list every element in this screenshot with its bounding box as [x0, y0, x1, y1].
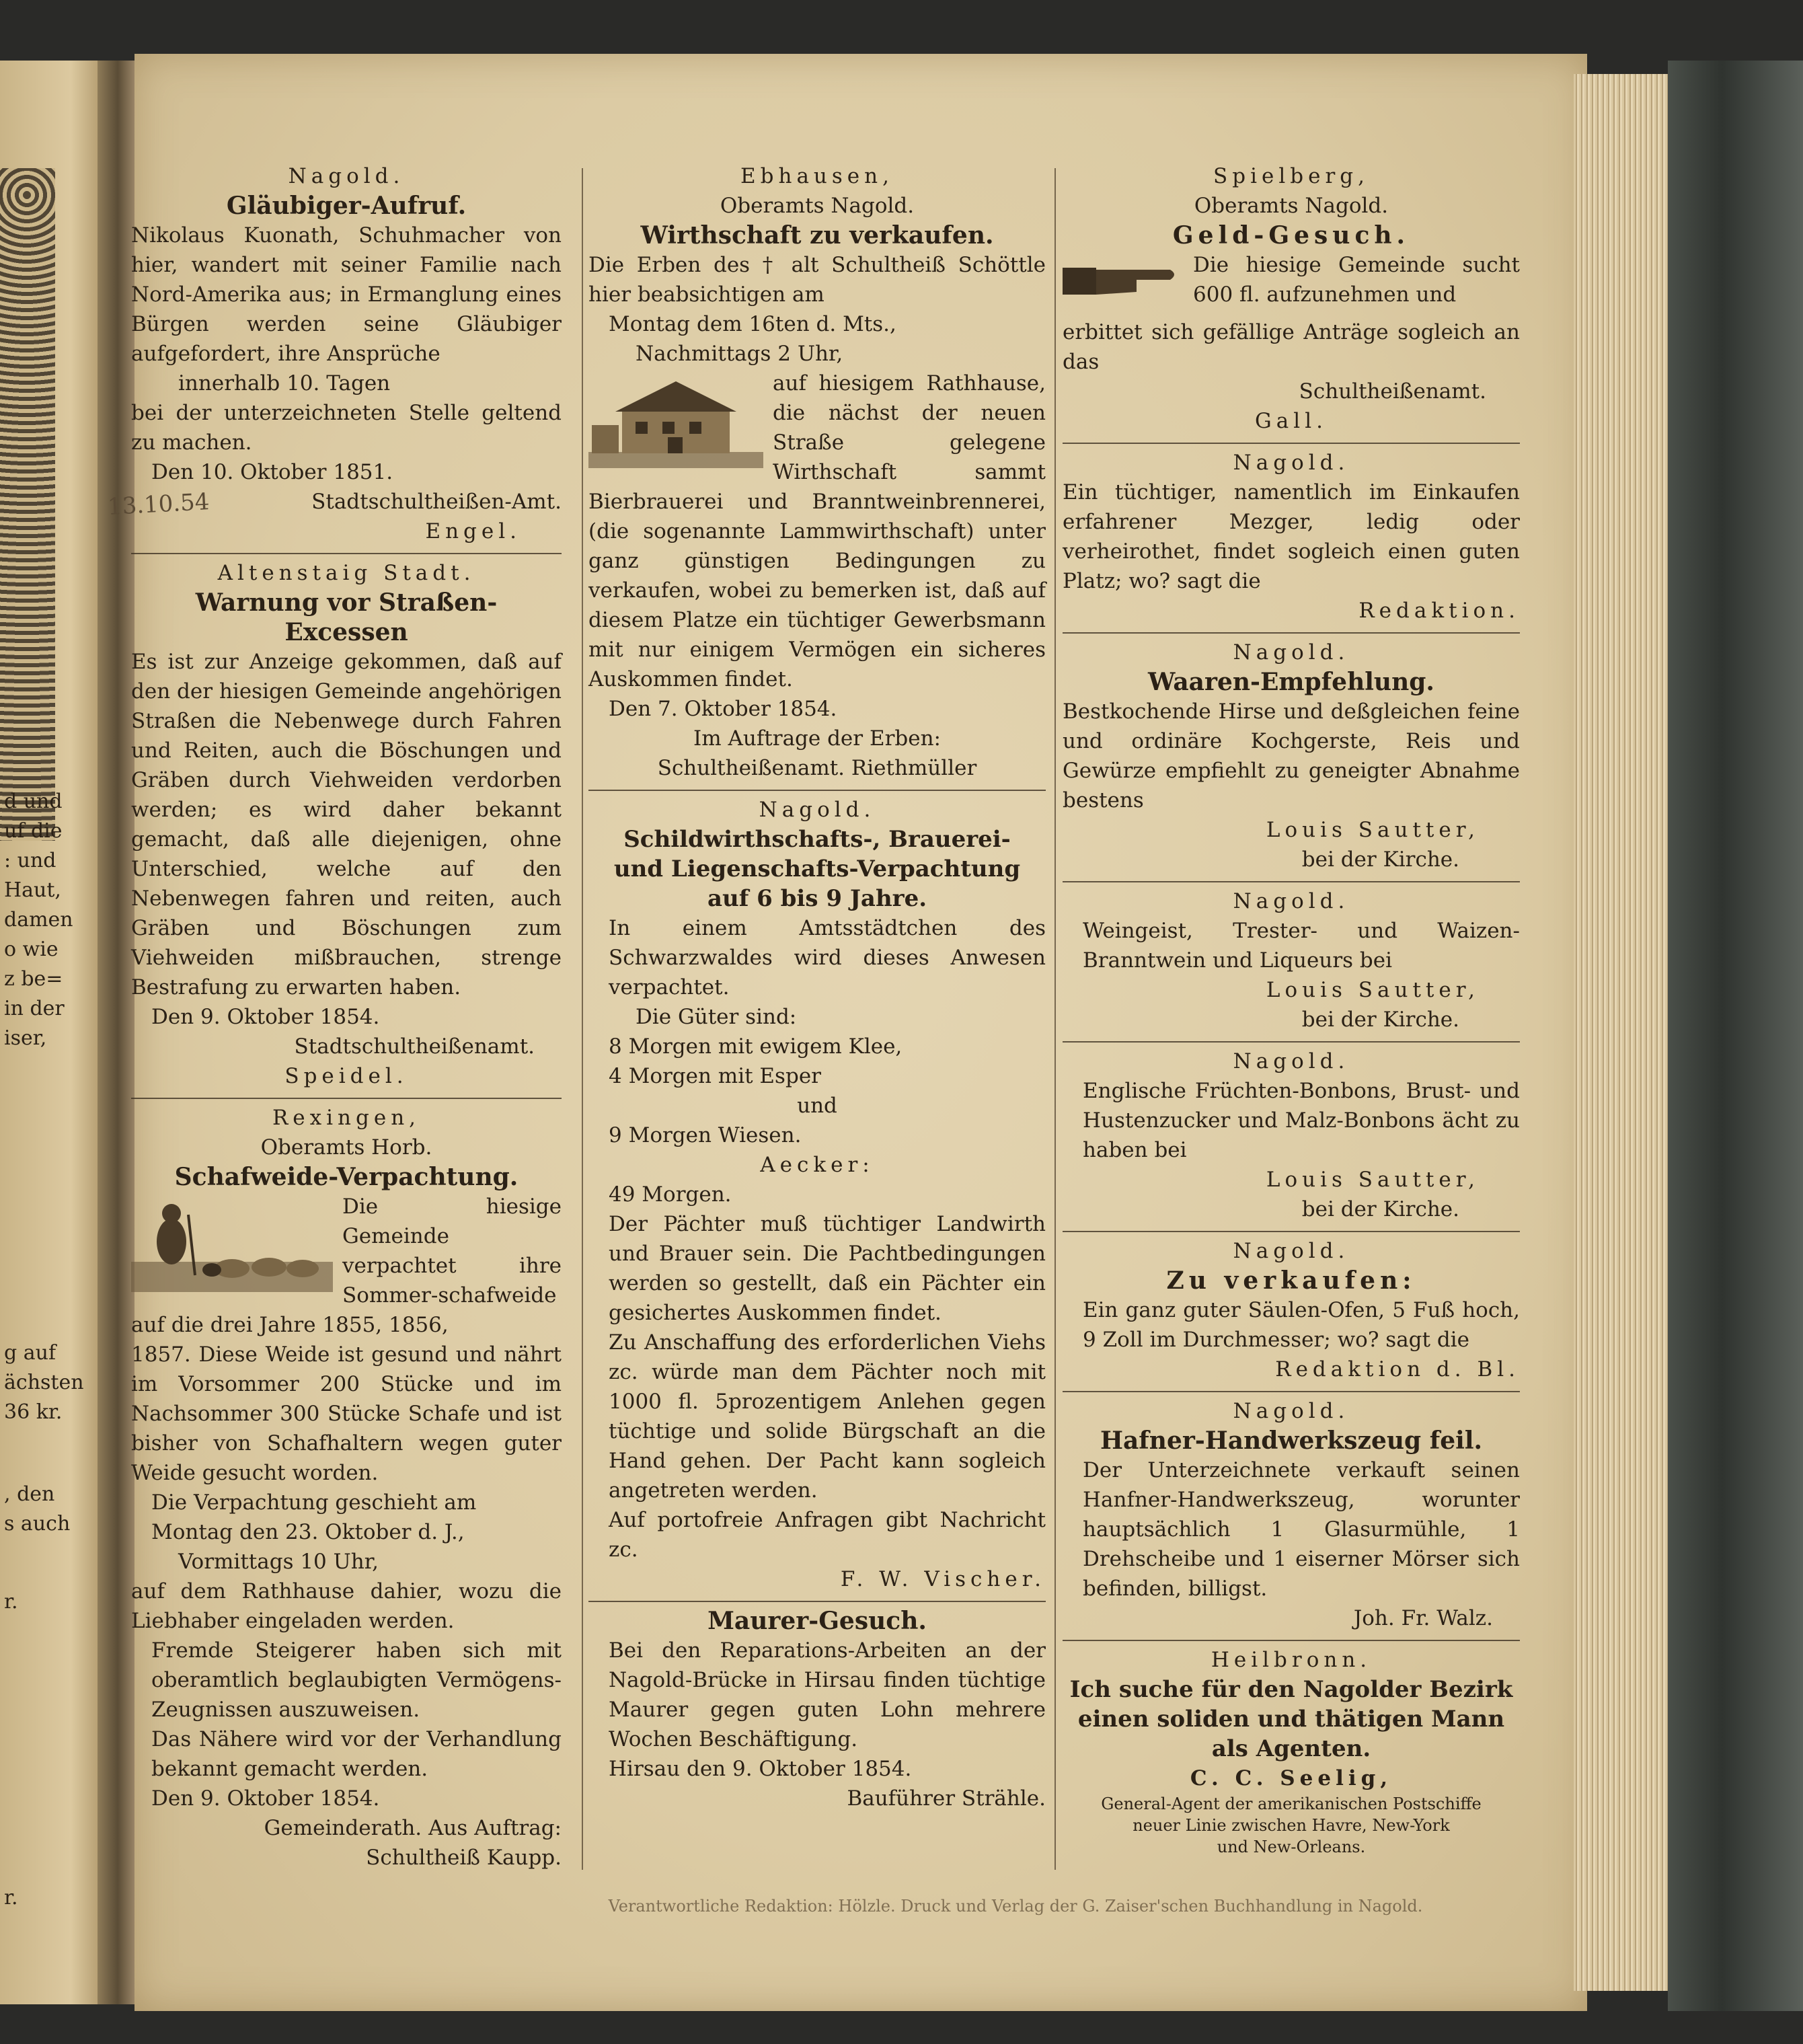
- imprint-footer: Verantwortliche Redaktion: Hölzle. Druck und Verlag der G. Zaiser'schen Buchhandlung in Nagold.: [608, 1897, 1423, 1916]
- left-fragment-1: uf die: [4, 819, 63, 843]
- left-fragment-15: r.: [4, 1886, 18, 1909]
- shepherd-woodcut-image: [131, 1195, 333, 1303]
- ad-body: Nikolaus Kuonath, Schuhmacher von hier, wandert mit seiner Familie nach Nord-Amerika aus; in Ermanglung eines Bürgen werden seine Gläubiger aufgefordert, ihre Ansprüche: [131, 223, 562, 366]
- ad-title: Schildwirthschafts-, Brauerei-: [623, 826, 1011, 853]
- ad-body: Bei den Reparations-Arbeiten an der Nagold-Brücke in Hirsau finden tüchtige Maurer gegen guten Lohn mehrere Wochen Beschäftigung.: [609, 1638, 1046, 1751]
- ad-signature: Bauführer Strähle.: [847, 1786, 1046, 1811]
- divider: [588, 1601, 1046, 1602]
- ad-role: neuer Linie zwischen Havre, New-York: [1133, 1816, 1450, 1835]
- ad-signature: Im Auftrage der Erben:: [693, 726, 942, 751]
- ad-place: Nagold.: [1233, 1239, 1350, 1263]
- ad-body: Die hiesige Gemeinde verpachtet ihre Sommer-schafweide auf die drei Jahre 1855, 1856,: [131, 1195, 562, 1337]
- ad-place: Heilbronn.: [1211, 1648, 1372, 1672]
- column-rule-2: [1054, 168, 1056, 1870]
- left-fragment-2: : und: [4, 849, 56, 872]
- divider: [131, 1098, 562, 1099]
- divider: [588, 790, 1046, 791]
- left-fragment-4: damen: [4, 908, 73, 932]
- left-fragment-11: 36 kr.: [4, 1400, 63, 1424]
- ad-body: 1857. Diese Weide ist gesund und nährt im Vorsommer 200 Stücke und im Nachsommer 300 Stücke Schafe und ist bisher von Schafhaltern wegen guter Weide gesucht worden.: [131, 1342, 562, 1485]
- ad-title: Waaren-Empfehlung.: [1148, 668, 1434, 696]
- column-middle: [588, 161, 1046, 1843]
- ad-line: und: [797, 1094, 837, 1118]
- ad-body: Der Unterzeichnete verkauft seinen Hanfner-Handwerkszeug, worunter hauptsächlich 1 Glasurmühle, 1 Drehscheibe und 1 eiserner Mörser sich befinden, billigst.: [1083, 1458, 1520, 1601]
- ad-place: Nagold.: [1233, 889, 1350, 913]
- ad-signature: F. W. Vischer.: [840, 1567, 1046, 1591]
- divider: [1063, 881, 1520, 882]
- ad-signature: Gall.: [1255, 409, 1328, 433]
- divider: [131, 553, 562, 554]
- ad-title: Ich suche für den Nagolder Bezirk einen soliden und thätigen Mann als Agenten.: [1069, 1676, 1513, 1762]
- ad-signature: Redaktion d. Bl.: [1275, 1357, 1520, 1381]
- ad-office: Schultheißenamt.: [1299, 379, 1486, 404]
- ad-date: Den 7. Oktober 1854.: [609, 697, 837, 721]
- ad-title: Wirthschaft zu verkaufen.: [640, 221, 994, 250]
- ad-place: Ebhausen,: [740, 164, 894, 188]
- ad-subtitle: Oberamts Nagold.: [720, 194, 915, 218]
- ad-place: Nagold.: [288, 164, 405, 188]
- ad-line: 4 Morgen mit Esper: [609, 1064, 821, 1088]
- ad-line: 8 Morgen mit ewigem Klee,: [609, 1034, 903, 1059]
- ad-signature: Louis Sautter,: [1266, 1168, 1480, 1192]
- ad-place: Nagold.: [1233, 1399, 1350, 1423]
- ad-line: Montag dem 16ten d. Mts.,: [609, 312, 896, 336]
- ad-body: erbittet sich gefällige Anträge sogleich an das: [1063, 320, 1520, 374]
- left-fragment-9: g auf: [4, 1341, 56, 1365]
- divider: [1063, 632, 1520, 634]
- house-woodcut-image: [588, 371, 763, 480]
- ad-title: Maurer-Gesuch.: [707, 1607, 927, 1635]
- ad-role: General-Agent der amerikanischen Postschiffe: [1101, 1794, 1482, 1813]
- left-fragment-3: Haut,: [4, 878, 61, 902]
- ad-deadline: innerhalb 10. Tagen: [178, 371, 391, 395]
- ad-date: Hirsau den 9. Oktober 1854.: [609, 1757, 912, 1781]
- ad-signature: Louis Sautter,: [1266, 978, 1480, 1002]
- ornament-border: [0, 168, 55, 841]
- ad-body: Ein ganz guter Säulen-Ofen, 5 Fuß hoch, 9 Zoll im Durchmesser; wo? sagt die: [1083, 1298, 1520, 1352]
- left-fragment-6: z be=: [4, 967, 63, 991]
- ad-signature: Speidel.: [284, 1064, 408, 1088]
- ad-place: Rexingen,: [272, 1106, 421, 1130]
- ad-title: auf 6 bis 9 Jahre.: [707, 885, 927, 912]
- ad-signature: C. C. Seelig,: [1190, 1766, 1393, 1790]
- ad-date: Den 9. Oktober 1854.: [151, 1005, 380, 1029]
- divider: [1063, 1231, 1520, 1232]
- ad-place: Nagold.: [1233, 1049, 1350, 1073]
- ad-line: 49 Morgen.: [609, 1182, 732, 1207]
- ad-signature: Schultheiß Kaupp.: [366, 1846, 562, 1870]
- ad-body: auf dem Rathhause dahier, wozu die Liebhaber eingeladen werden.: [131, 1579, 562, 1633]
- ad-signature: bei der Kirche.: [1301, 1008, 1459, 1032]
- ad-place: Altenstaig Stadt.: [217, 561, 475, 585]
- left-fragment-7: in der: [4, 997, 65, 1020]
- ad-body: Auf portofreie Anfragen gibt Nachricht zc.: [609, 1508, 1046, 1562]
- ad-signature: Schultheißenamt. Riethmüller: [657, 756, 977, 780]
- ad-line: Aecker:: [760, 1153, 874, 1177]
- ad-signature: Louis Sautter,: [1266, 818, 1480, 842]
- ad-line: Nachmittags 2 Uhr,: [636, 342, 843, 366]
- page-edges: [1574, 74, 1675, 1991]
- column-left: [131, 161, 562, 1870]
- ad-role: und New-Orleans.: [1217, 1838, 1366, 1856]
- left-fragment-8: iser,: [4, 1026, 47, 1050]
- ad-body: Fremde Steigerer haben sich mit oberamtlich beglaubigten Vermögens-Zeugnissen auszuweisen.: [151, 1638, 562, 1722]
- ad-place: Nagold.: [1233, 640, 1350, 665]
- ad-body: auf hiesigem Rathhause, die nächst der neuen Straße gelegene Wirthschaft sammt Bierbrauerei und Branntweinbrennerei, (die sogenannte Lammwirthschaft) unter ganz günstigen Bedingungen zu verkaufen, wobei zu bemerken ist, daß auf diesem Platze ein tüchtiger Gewerbsmann mit nur einigem Vermögen ein sicheres Auskommen findet.: [588, 371, 1046, 691]
- ad-office: Stadtschultheißenamt.: [294, 1034, 535, 1059]
- ad-body: Der Pächter muß tüchtiger Landwirth und Brauer sein. Die Pachtbedingungen werden so gestellt, daß ein Pächter ein gesichertes Auskommen findet.: [609, 1212, 1046, 1325]
- left-page-fragment: [0, 61, 101, 2004]
- ad-body: Es ist zur Anzeige gekommen, daß auf den der hiesigen Gemeinde angehörigen Straßen die Nebenwege durch Fahren und Reiten, auch die Böschungen und Gräben durch Viehweiden verdorben werden; es wird daher bekannt gemacht, daß alle diejenigen, ohne Unterschied, welche auf den Nebenwegen fahren und reiten, auch Gräben und Böschungen zum Viehweiden mißbrauchen, strenge Bestrafung zu erwarten haben.: [131, 650, 562, 999]
- ad-body: Englische Früchten-Bonbons, Brust- und Hustenzucker und Malz-Bonbons ächt zu haben bei: [1083, 1079, 1520, 1162]
- ad-body: Bestkochende Hirse und deßgleichen feine und ordinäre Kochgerste, Reis und Gewürze empfiehlt zu geneigter Abnahme bestens: [1063, 699, 1520, 812]
- ad-title: Hafner-Handwerkszeug feil.: [1100, 1427, 1483, 1455]
- left-fragment-5: o wie: [4, 938, 59, 961]
- left-fragment-13: s auch: [4, 1512, 71, 1536]
- ad-body: bei der unterzeichneten Stelle geltend zu machen.: [131, 401, 562, 455]
- book-binding: [1668, 61, 1803, 2011]
- handwritten-note: 13.10.54: [107, 488, 210, 521]
- pointing-hand-icon: [1063, 253, 1184, 315]
- ad-body: Die hiesige Gemeinde sucht 600 fl. aufzunehmen und: [1193, 253, 1520, 307]
- left-fragment-0: d und: [4, 790, 63, 813]
- ad-signature: Gemeinderath. Aus Auftrag:: [264, 1816, 562, 1840]
- ad-date: Den 10. Oktober 1851.: [151, 460, 393, 484]
- ad-title: Schafweide-Verpachtung.: [174, 1163, 519, 1191]
- ad-body: In einem Amtsstädtchen des Schwarzwaldes wird dieses Anwesen verpachtet.: [609, 916, 1046, 999]
- divider: [1063, 443, 1520, 444]
- ad-title: Excessen: [284, 618, 408, 646]
- ad-body: Weingeist, Trester- und Waizen-Branntwein und Liqueurs bei: [1083, 919, 1520, 973]
- ad-line: Die Verpachtung geschieht am: [151, 1490, 477, 1515]
- ad-office: Stadtschultheißen-Amt.: [311, 490, 562, 514]
- ad-title: Gläubiger-Aufruf.: [226, 192, 467, 220]
- ad-body: Das Nähere wird vor der Verhandlung bekannt gemacht werden.: [151, 1727, 562, 1781]
- ad-body: Die Erben des † alt Schultheiß Schöttle hier beabsichtigen am: [588, 253, 1046, 307]
- ad-body: Ein tüchtiger, namentlich im Einkaufen erfahrener Mezger, ledig oder verheirothet, findet sogleich einen guten Platz; wo? sagt die: [1063, 480, 1520, 593]
- column-rule-1: [582, 168, 583, 1870]
- divider: [1063, 1391, 1520, 1392]
- ad-title: Geld-Gesuch.: [1172, 221, 1410, 250]
- left-fragment-10: ächsten: [4, 1371, 84, 1394]
- ad-signature: Engel.: [425, 519, 521, 543]
- ad-line: Die Güter sind:: [636, 1005, 797, 1029]
- ad-place: Nagold.: [759, 798, 876, 822]
- ad-title: Zu verkaufen:: [1166, 1266, 1416, 1295]
- ad-body: Zu Anschaffung des erforderlichen Viehs zc. würde man dem Pächter noch mit 1000 fl. 5prozentigem Anlehen gegen tüchtige und solide Bürgschaft an die Hand gehen. Der Pacht kann sogleich angetreten werden.: [609, 1330, 1046, 1503]
- left-fragment-12: , den: [4, 1482, 55, 1506]
- ad-place: Nagold.: [1233, 451, 1350, 475]
- ad-signature: bei der Kirche.: [1301, 847, 1459, 872]
- ad-signature: Joh. Fr. Walz.: [1353, 1606, 1493, 1630]
- ad-subtitle: Oberamts Nagold.: [1194, 194, 1389, 218]
- ad-place: Spielberg,: [1213, 164, 1369, 188]
- divider: [1063, 1041, 1520, 1043]
- column-right: [1063, 161, 1520, 1856]
- ad-date: Den 9. Oktober 1854.: [151, 1786, 380, 1811]
- ad-line: Vormittags 10 Uhr,: [178, 1550, 379, 1574]
- ad-title: Warnung vor Straßen-: [195, 589, 498, 617]
- ad-line: 9 Morgen Wiesen.: [609, 1123, 802, 1147]
- left-fragment-14: r.: [4, 1590, 18, 1614]
- ad-signature: bei der Kirche.: [1301, 1197, 1459, 1221]
- ad-title: und Liegenschafts-Verpachtung: [613, 856, 1021, 882]
- ad-subtitle: Oberamts Horb.: [260, 1135, 432, 1160]
- ad-signature: Redaktion.: [1358, 599, 1520, 623]
- divider: [1063, 1640, 1520, 1641]
- ad-line: Montag den 23. Oktober d. J.,: [151, 1520, 465, 1544]
